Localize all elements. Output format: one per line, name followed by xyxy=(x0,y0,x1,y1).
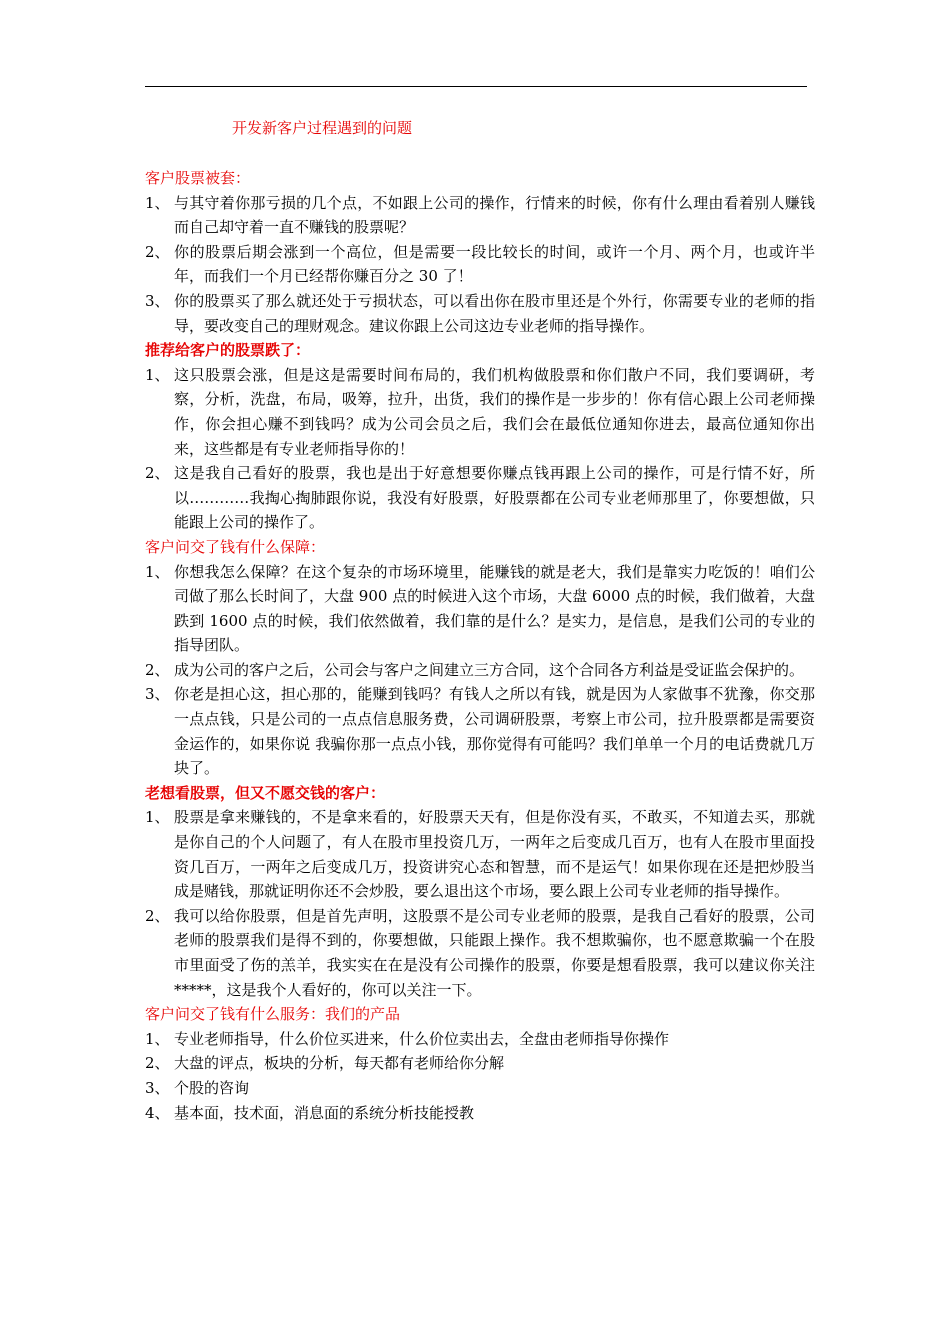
list-item xyxy=(145,1027,815,1052)
item-number: 3、 xyxy=(145,685,170,704)
item-text: 你想我怎么保障？在这个复杂的市场环境里，能赚钱的就是老大，我们是靠实力吃饭的！咱们公司做了那么长时间了，大盘 900 点的时候进入这个市场，大盘 6000 点的时候，我们做着，大盘跌到 1600 点的时候，我们依然做着，我们靠的是什么？是实力，是信息，是我们公司的专业的指导团队。 xyxy=(174,562,815,655)
header-rule xyxy=(145,86,807,87)
section-heading: 客户问交了钱有什么服务：我们的产品 xyxy=(145,1005,401,1024)
list-item xyxy=(145,904,815,1002)
item-number: 2、 xyxy=(145,242,170,261)
item-number: 1、 xyxy=(145,1029,170,1048)
list-item xyxy=(145,1076,815,1101)
item-text: 成为公司的客户之后，公司会与客户之间建立三方合同，这个合同各方利益是受证监会保护的。 xyxy=(174,660,805,679)
item-text: 你的股票后期会涨到一个高位，但是需要一段比较长的时间，或许一个月、两个月，也或许半年，而我们一个月已经帮你赚百分之 30 了！ xyxy=(174,242,815,286)
item-number: 1、 xyxy=(145,365,170,384)
item-text: 你老是担心这，担心那的，能赚到钱吗？有钱人之所以有钱，就是因为人家做事不犹豫，你交那一点点钱，只是公司的一点点信息服务费，公司调研股票，考察上市公司，拉升股票都是需要资金运作的，如果你说 我骗你那一点点小钱，那你觉得有可能吗？我们单单一个月的电话费就几万块了。 xyxy=(174,685,815,778)
item-number: 2、 xyxy=(145,906,170,925)
item-number: 4、 xyxy=(145,1103,170,1122)
section-our-products xyxy=(145,1002,815,1125)
list-item xyxy=(145,363,815,461)
section-recommended-stock-fell xyxy=(145,338,815,535)
item-number: 3、 xyxy=(145,291,170,310)
item-number: 2、 xyxy=(145,660,170,679)
item-number: 1、 xyxy=(145,193,170,212)
section-unwilling-to-pay xyxy=(145,781,815,1002)
item-number: 2、 xyxy=(145,1054,170,1073)
list-item xyxy=(145,1051,815,1076)
list-item xyxy=(145,682,815,780)
list-item xyxy=(145,1101,815,1126)
list-item xyxy=(145,805,815,903)
item-number: 1、 xyxy=(145,808,170,827)
document-title: 开发新客户过程遇到的问题 xyxy=(232,119,413,137)
item-text: 个股的咨询 xyxy=(174,1078,250,1097)
item-number: 2、 xyxy=(145,464,170,483)
item-text: 基本面，技术面，消息面的系统分析技能授教 xyxy=(174,1103,475,1122)
list-item xyxy=(145,240,815,289)
section-heading: 老想看股票，但又不愿交钱的客户： xyxy=(145,783,386,802)
list-item xyxy=(145,461,815,535)
item-number: 1、 xyxy=(145,562,170,581)
item-text: 股票是拿来赚钱的，不是拿来看的，好股票天天有，但是你没有买，不敢买，不知道去买，那就是你自己的个人问题了，有人在股市里投资几万，一两年之后变成几百万，也有人在股市里面投资几百万，一两年之后变成几万，投资讲究心态和智慧，而不是运气！如果你现在还是把炒股当成是赌钱，那就证明你还不会炒股，要么退出这个市场，要么跟上公司专业老师的指导操作。 xyxy=(174,808,815,901)
document-body xyxy=(145,166,815,1125)
item-text: 大盘的评点，板块的分析，每天都有老师给你分解 xyxy=(174,1054,505,1073)
item-text: 这只股票会涨，但是这是需要时间布局的，我们机构做股票和你们散户不同，我们要调研，考察，分析，洗盘，布局，吸筹，拉升，出货，我们的操作是一步步的！你有信心跟上公司老师操作，你会担心赚不到钱吗？成为公司会员之后，我们会在最低位通知你进去，最高位通知你出来，这些都是有专业老师指导你的！ xyxy=(174,365,815,458)
section-heading: 客户问交了钱有什么保障： xyxy=(145,537,326,556)
section-heading: 客户股票被套： xyxy=(145,169,251,187)
list-item xyxy=(145,289,815,338)
list-item xyxy=(145,560,815,658)
item-text: 这是我自己看好的股票，我也是出于好意想要你赚点钱再跟上公司的操作，可是行情不好，所以…………我掏心掏肺跟你说，我没有好股票，好股票都在公司专业老师那里了，你要想做，只能跟上公司的操作了。 xyxy=(174,464,815,532)
item-text: 专业老师指导，什么价位买进来，什么价位卖出去，全盘由老师指导你操作 xyxy=(174,1029,670,1048)
list-item xyxy=(145,658,815,683)
item-number: 3、 xyxy=(145,1078,170,1097)
list-item xyxy=(145,191,815,240)
item-text: 与其守着你那亏损的几个点，不如跟上公司的操作，行情来的时候，你有什么理由看着别人赚钱而自己却守着一直不赚钱的股票呢？ xyxy=(174,193,815,237)
section-payment-guarantee xyxy=(145,535,815,781)
item-text: 你的股票买了那么就还处于亏损状态，可以看出你在股市里还是个外行，你需要专业的老师的指导，要改变自己的理财观念。建议你跟上公司这边专业老师的指导操作。 xyxy=(174,291,815,335)
section-stock-trapped xyxy=(145,166,815,338)
item-text: 我可以给你股票，但是首先声明，这股票不是公司专业老师的股票，是我自己看好的股票，公司老师的股票我们是得不到的，你要想做，只能跟上操作。我不想欺骗你，也不愿意欺骗一个在股市里面受了伤的羔羊，我实实在在是没有公司操作的股票，你要是想看股票，我可以建议你关注*****，这是我个人看好的，你可以关注一下。 xyxy=(174,906,815,999)
section-heading: 推荐给客户的股票跌了： xyxy=(145,341,311,360)
